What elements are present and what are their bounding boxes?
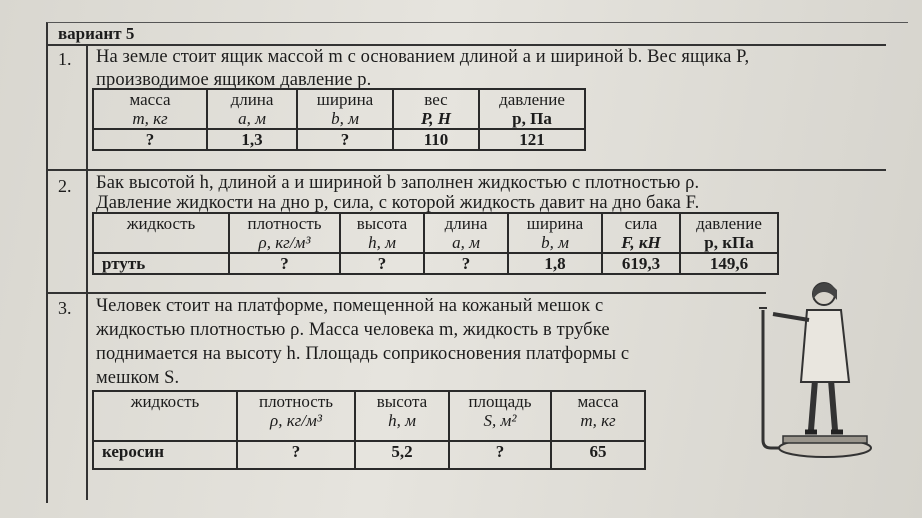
- header-cell: [479, 89, 585, 129]
- header-cell: [424, 213, 508, 253]
- header-label: жидкость: [130, 392, 200, 411]
- value-cell: 110: [393, 129, 479, 150]
- header-unit: P, Н: [421, 109, 451, 128]
- header-label: длина: [230, 90, 274, 109]
- header-unit: ρ, кг/м³: [270, 411, 322, 430]
- platform: [783, 436, 867, 443]
- header-unit: p, Па: [512, 109, 552, 128]
- header-unit: h, м: [368, 233, 396, 252]
- header-label: длина: [444, 214, 488, 233]
- header-unit: S, м²: [483, 411, 517, 430]
- value-cell: 149,6: [680, 253, 778, 274]
- problem-number: 3.: [58, 298, 72, 318]
- header-cell: [340, 213, 424, 253]
- header-label: давление: [696, 214, 762, 233]
- arm: [773, 314, 809, 320]
- header-label: высота: [376, 392, 428, 411]
- value-cell: керосин: [93, 441, 237, 469]
- header-label: жидкость: [126, 214, 196, 233]
- header-unit: a, м: [452, 233, 480, 252]
- header-cell: [355, 391, 449, 441]
- value-cell: ?: [424, 253, 508, 274]
- rule: [46, 292, 766, 294]
- value-cell: 121: [479, 129, 585, 150]
- problem-text-line: жидкостью плотностью ρ. Масса человека m, жидкость в трубке: [96, 320, 610, 340]
- header-unit: h, м: [388, 411, 416, 430]
- value-cell: ?: [229, 253, 340, 274]
- tube: [763, 310, 785, 448]
- header-unit: p, кПа: [704, 233, 754, 252]
- header-cell: [551, 391, 645, 441]
- header-cell: [508, 213, 602, 253]
- header-cell: [229, 213, 340, 253]
- header-label: сила: [624, 214, 658, 233]
- header-label: давление: [499, 90, 565, 109]
- header-label: ширина: [316, 90, 374, 109]
- value-cell: ?: [297, 129, 393, 150]
- header-unit: b, м: [331, 109, 359, 128]
- rule: [86, 44, 88, 500]
- problem-1-table: [92, 88, 586, 151]
- header-label: плотность: [247, 214, 322, 233]
- header-unit: b, м: [541, 233, 569, 252]
- header-label: плотность: [258, 392, 334, 411]
- value-cell: ртуть: [93, 253, 229, 274]
- header-label: масса: [129, 90, 171, 109]
- value-cell: 1,3: [207, 129, 297, 150]
- header-cell: [93, 89, 207, 129]
- header-cell: [393, 89, 479, 129]
- header-unit: ρ, кг/м³: [258, 233, 311, 252]
- problem-text-line: поднимается на высоту h. Площадь соприкосновения платформы с: [96, 344, 630, 364]
- header-cell: [237, 391, 355, 441]
- header-cell: [449, 391, 551, 441]
- rule: [46, 44, 886, 46]
- value-cell: ?: [237, 441, 355, 469]
- value-cell: 619,3: [602, 253, 680, 274]
- value-cell: ?: [93, 129, 207, 150]
- problem-number: 1.: [58, 49, 72, 69]
- header-label: площадь: [468, 392, 532, 411]
- man-on-platform-illustration: [745, 270, 875, 460]
- value-cell: 1,8: [508, 253, 602, 274]
- header-label: высота: [356, 214, 408, 233]
- header-cell: [680, 213, 778, 253]
- value-cell: 5,2: [355, 441, 449, 469]
- value-cell: ?: [449, 441, 551, 469]
- header-unit: m, кг: [580, 411, 616, 430]
- problem-text-line: На земле стоит ящик массой m с основанием длиной a и шириной b. Вес ящика P,: [96, 47, 750, 67]
- header-cell: [297, 89, 393, 129]
- problem-number: 2.: [58, 176, 72, 196]
- header-cell: [207, 89, 297, 129]
- header-cell: [93, 391, 237, 441]
- header-cell: [602, 213, 680, 253]
- problem-text-line: Человек стоит на платформе, помещенной на кожаный мешок с: [96, 296, 604, 316]
- problem-text-line: Давление жидкости на дно p, сила, с которой жидкость давит на дно бака F.: [96, 193, 700, 213]
- rule: [46, 169, 886, 171]
- header-unit: F, кН: [621, 233, 661, 252]
- problem-text-line: Бак высотой h, длиной a и шириной b заполнен жидкостью с плотностью ρ.: [96, 173, 700, 193]
- problem-3-table: [92, 390, 646, 470]
- header-cell: [93, 213, 229, 253]
- header-label: вес: [424, 90, 448, 109]
- problem-text-line: мешком S.: [96, 368, 180, 388]
- problem-2-table: [92, 212, 779, 275]
- header-label: масса: [577, 392, 619, 411]
- value-cell: ?: [340, 253, 424, 274]
- header-label: ширина: [526, 214, 584, 233]
- header-unit: a, м: [238, 109, 266, 128]
- variant-title: вариант 5: [58, 24, 135, 43]
- problem-text-line: производимое ящиком давление p.: [96, 70, 372, 90]
- legs: [811, 380, 835, 430]
- value-cell: 65: [551, 441, 645, 469]
- header-unit: m, кг: [132, 109, 168, 128]
